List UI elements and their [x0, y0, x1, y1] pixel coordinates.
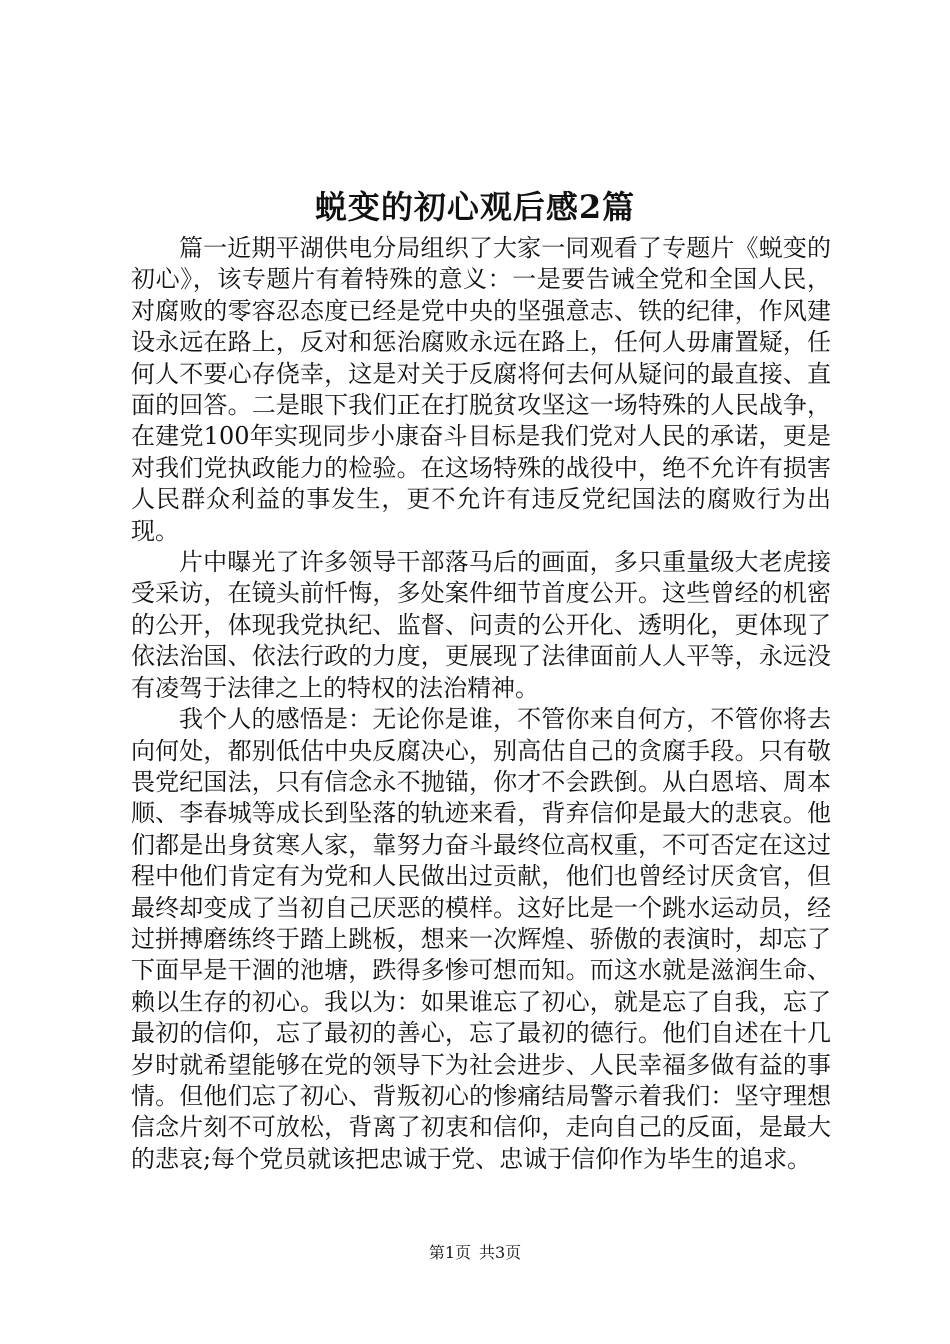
page-number: 第1页 — [428, 1243, 471, 1262]
page-footer — [0, 1243, 950, 1263]
paragraph: 我个人的感悟是：无论你是谁，不管你来自何方，不管你将去向何处，都别低估中央反腐决心，别高估自己的贪腐手段。只有敬畏党纪国法，只有信念永不抛锚，你才不会跌倒。从白恩培、周本顺、李春城等成长到坠落的轨迹来看，背弃信仰是最大的悲哀。他们都是出身贫寒人家，靠努力奋斗最终位高权重，不可否定在这过程中他们肯定有为党和人民做出过贡献，他们也曾经讨厌贪官，但最终却变成了当初自己厌恶的模样。这好比是一个跳水运动员，经过拼搏磨练终于踏上跳板，想来一次辉煌、骄傲的表演时，却忘了下面早是干涸的池塘，跌得多惨可想而知。而这水就是滋润生命、赖以生存的初心。我以为：如果谁忘了初心，就是忘了自我，忘了最初的信仰，忘了最初的善心，忘了最初的德行。他们自述在十几岁时就希望能够在党的领导下为社会进步、人民幸福多做有益的事情。但他们忘了初心、背叛初心的惨痛结局警示着我们：坚守理想信念片刻不可放松，背离了初衷和信仰，走向自己的反面，是最大的悲哀;每个党员就该把忠诚于党、忠诚于信仰作为毕生的追求。 — [131, 705, 831, 1173]
paragraph: 篇一近期平湖供电分局组织了大家一同观看了专题片《蜕变的初心》，该专题片有着特殊的意义：一是要告诫全党和全国人民，对腐败的零容忍态度已经是党中央的坚强意志、铁的纪律，作风建设永远在路上，反对和惩治腐败永远在路上，任何人毋庸置疑，任何人不要心存侥幸，这是对关于反腐将何去何从疑问的最直接、直面的回答。二是眼下我们正在打脱贫攻坚这一场特殊的人民战争，在建党100年实现同步小康奋斗目标是我们党对人民的承诺，更是对我们党执政能力的检验。在这场特殊的战役中，绝不允许有损害人民群众利益的事发生，更不允许有违反党纪国法的腐败行为出现。 — [131, 234, 831, 545]
paragraph: 片中曝光了许多领导干部落马后的画面，多只重量级大老虎接受采访，在镜头前忏悔，多处案件细节首度公开。这些曾经的机密的公开，体现我党执纪、监督、问责的公开化、透明化，更体现了依法治国、依法行政的力度，更展现了法律面前人人平等，永远没有凌驾于法律之上的特权的法治精神。 — [131, 548, 831, 702]
document-title: 蜕变的初心观后感2篇 — [314, 188, 636, 226]
page-total: 共3页 — [479, 1243, 522, 1262]
document-body — [131, 233, 831, 1175]
